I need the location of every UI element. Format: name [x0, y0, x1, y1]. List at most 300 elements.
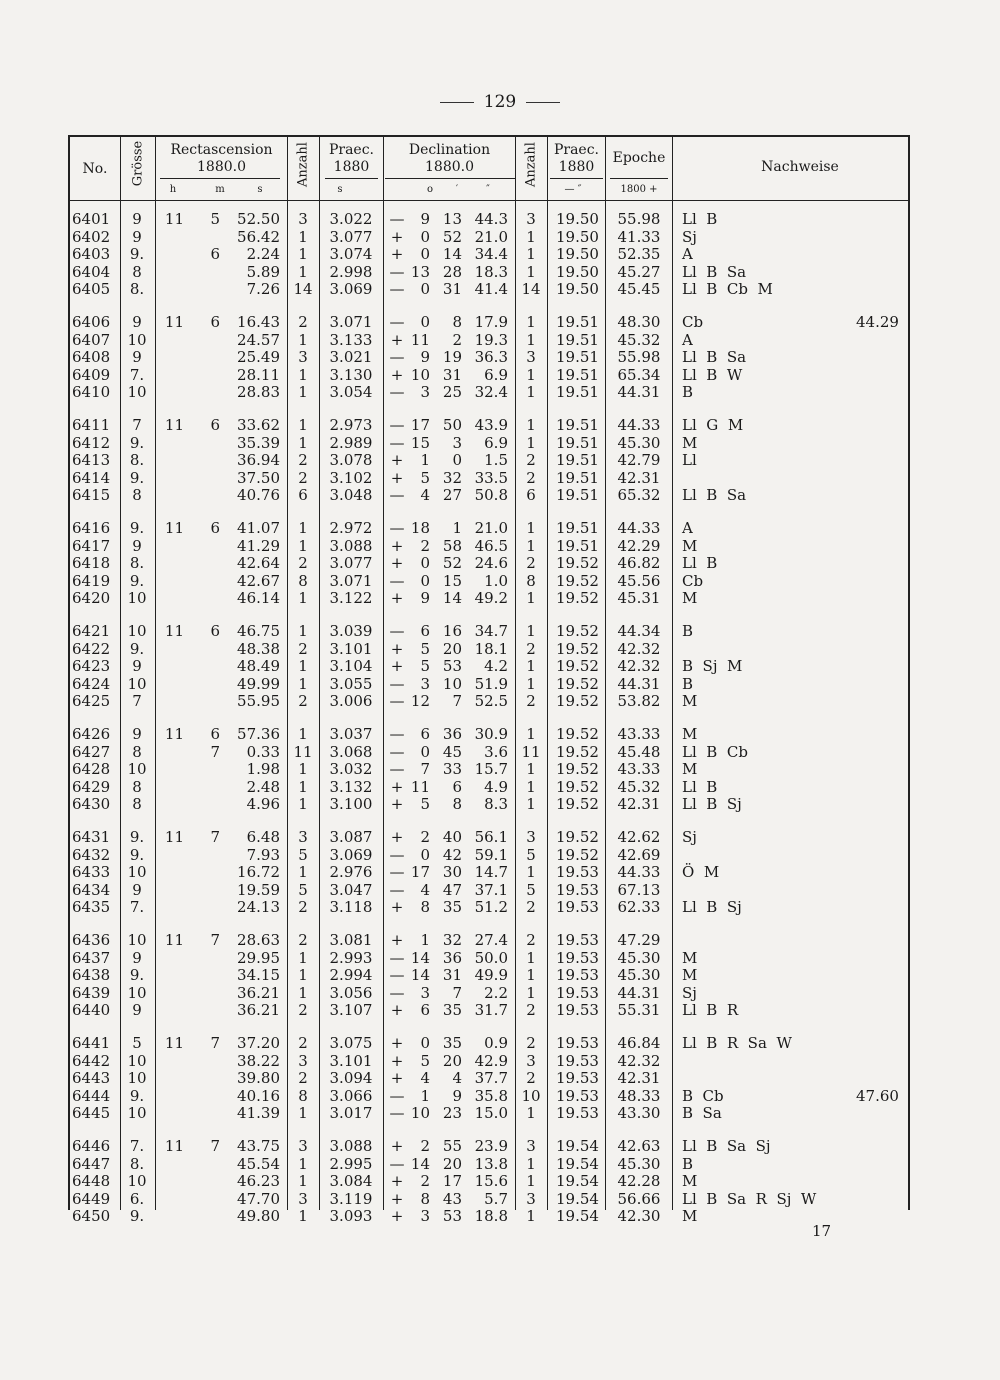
cell-decl-deg: 11	[410, 330, 430, 349]
header-ra-title: Rectascension	[170, 142, 273, 158]
cell-groesse: 8	[132, 795, 142, 814]
cell-decl-min: 3	[452, 433, 462, 452]
cell-anzahl-2: 1	[526, 245, 536, 264]
cell-ra-s: 40.16	[237, 1086, 280, 1105]
cell-decl-deg: 2	[420, 828, 430, 846]
cell-decl-sign: +	[390, 1172, 404, 1191]
cell-anzahl-2: 3	[526, 1051, 536, 1070]
cell-anzahl-2: 3	[526, 828, 536, 846]
cell-no: 6401	[72, 210, 111, 228]
cell-ra-s: 37.20	[237, 1034, 280, 1052]
cell-no: 6409	[72, 365, 111, 384]
cell-nachweise: Ö M	[682, 863, 720, 882]
cell-ra-s: 28.83	[237, 383, 280, 402]
cell-praec-dec: 19.51	[556, 486, 599, 505]
cell-decl-sign: —	[389, 674, 405, 693]
cell-ra-h: 11	[164, 210, 184, 228]
cell-decl-sec: 31.7	[474, 1001, 508, 1020]
cell-ra-s: 55.95	[237, 692, 280, 711]
cell-anzahl: 2	[298, 1001, 308, 1020]
cell-decl-deg: 8	[420, 898, 430, 917]
page-number-text: 129	[483, 92, 517, 112]
cell-praec-dec: 19.51	[556, 416, 599, 434]
cell-ra-s: 1.98	[246, 760, 280, 779]
cell-no: 6440	[72, 1001, 111, 1020]
col-rule-4	[319, 135, 320, 1210]
cell-anzahl: 1	[298, 983, 308, 1002]
cell-decl-sec: 34.7	[474, 622, 508, 640]
cell-no: 6442	[72, 1051, 111, 1070]
cell-ra-s: 2.24	[246, 245, 280, 264]
cell-decl-sec: 49.9	[474, 966, 508, 985]
cell-ra-s: 41.39	[237, 1104, 280, 1123]
cell-anzahl: 1	[298, 589, 308, 608]
cell-ra-m: 6	[210, 313, 220, 331]
cell-praec-ra: 3.107	[329, 1001, 373, 1020]
cell-no: 6433	[72, 863, 111, 882]
cell-praec-ra: 3.068	[329, 742, 373, 761]
cell-ra-s: 48.38	[237, 639, 280, 658]
cell-epoche: 46.84	[617, 1034, 661, 1052]
cell-decl-sign: —	[389, 845, 405, 864]
cell-praec-dec: 19.53	[556, 983, 599, 1002]
cell-decl-sec: 15.6	[474, 1172, 508, 1191]
cell-ra-s: 16.72	[237, 863, 280, 882]
cell-groesse: 8	[132, 742, 142, 761]
cell-groesse: 10	[127, 622, 147, 640]
cell-praec-dec: 19.52	[556, 657, 599, 676]
cell-ra-s: 7.26	[246, 280, 280, 299]
cell-decl-deg: 15	[410, 433, 430, 452]
cell-decl-min: 9	[452, 1086, 462, 1105]
cell-no: 6436	[72, 931, 111, 949]
cell-groesse: 10	[127, 1172, 147, 1191]
header-ra-unit-h: h	[169, 184, 177, 195]
cell-nachweise: Sj	[682, 828, 697, 846]
cell-praec-ra: 2.994	[329, 966, 373, 985]
cell-epoche: 42.63	[617, 1137, 661, 1155]
cell-anzahl-2: 1	[526, 966, 536, 985]
cell-epoche: 45.32	[617, 330, 661, 349]
cell-epoche: 42.28	[617, 1172, 661, 1191]
cell-decl-min: 36	[442, 948, 462, 967]
cell-decl-min: 35	[442, 1034, 462, 1052]
cell-epoche: 48.33	[617, 1086, 661, 1105]
cell-ra-s: 5.89	[246, 262, 280, 281]
cell-decl-sec: 37.1	[474, 880, 508, 899]
cell-praec-dec: 19.51	[556, 383, 599, 402]
cell-praec-dec: 19.50	[556, 262, 599, 281]
cell-praec-ra: 3.130	[329, 365, 373, 384]
cell-anzahl: 2	[298, 639, 308, 658]
cell-anzahl-2: 14	[521, 280, 541, 299]
cell-groesse: 7	[132, 692, 142, 711]
cell-ra-s: 41.07	[237, 519, 280, 537]
cell-ra-s: 37.50	[237, 468, 280, 487]
cell-decl-min: 6	[452, 777, 462, 796]
cell-decl-sec: 33.5	[474, 468, 508, 487]
cell-decl-sign: +	[390, 554, 404, 573]
cell-decl-sec: 51.9	[474, 674, 508, 693]
cell-decl-deg: 9	[420, 589, 430, 608]
cell-groesse: 10	[127, 1069, 147, 1088]
cell-groesse: 9	[132, 210, 142, 228]
cell-nachweise: Ll B Sa	[682, 348, 747, 367]
cell-no: 6422	[72, 639, 111, 658]
table-top-rule	[68, 135, 910, 137]
cell-groesse: 9.	[129, 433, 145, 452]
cell-nachweise: M	[682, 692, 698, 711]
cell-anzahl-2: 1	[526, 313, 536, 331]
cell-groesse: 9.	[129, 1207, 145, 1226]
cell-praec-dec: 19.53	[556, 1051, 599, 1070]
cell-anzahl-2: 1	[526, 657, 536, 676]
cell-anzahl: 2	[298, 554, 308, 573]
cell-decl-sign: +	[390, 898, 404, 917]
cell-decl-sign: +	[390, 795, 404, 814]
cell-epoche: 42.31	[617, 1069, 661, 1088]
cell-praec-ra: 3.088	[329, 1137, 373, 1155]
cell-no: 6425	[72, 692, 111, 711]
cell-epoche: 47.29	[617, 931, 661, 949]
cell-anzahl-2: 2	[526, 1001, 536, 1020]
cell-decl-deg: 10	[410, 365, 430, 384]
cell-anzahl-2: 1	[526, 536, 536, 555]
cell-praec-ra: 3.037	[329, 725, 373, 743]
cell-praec-ra: 3.066	[329, 1086, 373, 1105]
cell-nachweise: Ll B Cb M	[682, 280, 773, 299]
cell-nachweise: Sj	[682, 983, 697, 1002]
cell-epoche: 52.35	[617, 245, 661, 264]
cell-praec-dec: 19.53	[556, 1034, 599, 1052]
cell-decl-sec: 36.3	[474, 348, 508, 367]
cell-decl-min: 16	[442, 622, 462, 640]
cell-anzahl-2: 1	[526, 674, 536, 693]
cell-decl-sign: —	[389, 692, 405, 711]
cell-decl-deg: 14	[410, 966, 430, 985]
cell-no: 6432	[72, 845, 111, 864]
cell-epoche: 45.27	[617, 262, 661, 281]
cell-decl-deg: 0	[420, 245, 430, 264]
cell-groesse: 8.	[129, 554, 145, 573]
cell-praec-dec: 19.51	[556, 468, 599, 487]
cell-epoche: 65.34	[617, 365, 661, 384]
cell-epoche: 42.32	[617, 639, 661, 658]
cell-decl-deg: 8	[420, 1189, 430, 1208]
cell-decl-deg: 18	[410, 519, 430, 537]
cell-ra-s: 35.39	[237, 433, 280, 452]
cell-no: 6445	[72, 1104, 111, 1123]
cell-ra-s: 46.23	[237, 1172, 280, 1191]
cell-groesse: 9	[132, 227, 142, 246]
cell-praec-ra: 3.017	[329, 1104, 373, 1123]
cell-decl-deg: 2	[420, 1172, 430, 1191]
cell-anzahl-2: 1	[526, 863, 536, 882]
header-anzahl-2: Anzahl	[523, 142, 539, 187]
cell-praec-ra: 3.022	[329, 210, 373, 228]
cell-no: 6438	[72, 966, 111, 985]
cell-groesse: 9.	[129, 519, 145, 537]
cell-decl-deg: 17	[410, 416, 430, 434]
cell-decl-min: 55	[442, 1137, 462, 1155]
cell-nachweise: Ll B Sj	[682, 795, 742, 814]
cell-nachweise: B	[682, 674, 694, 693]
cell-no: 6435	[72, 898, 111, 917]
cell-praec-dec: 19.52	[556, 571, 599, 590]
cell-nachweise: M	[682, 948, 698, 967]
cell-decl-min: 43	[442, 1189, 462, 1208]
cell-no: 6406	[72, 313, 111, 331]
cell-anzahl: 11	[293, 742, 313, 761]
cell-epoche: 43.33	[617, 725, 661, 743]
header-praec-ra-unit: s	[337, 184, 343, 195]
cell-decl-sign: +	[390, 468, 404, 487]
cell-decl-sign: —	[389, 863, 405, 882]
cell-groesse: 8.	[129, 451, 145, 470]
cell-decl-sec: 59.1	[474, 845, 508, 864]
cell-epoche: 45.30	[617, 948, 661, 967]
cell-anzahl-2: 1	[526, 262, 536, 281]
cell-nachweise: B Sa	[682, 1104, 722, 1123]
cell-groesse: 9.	[129, 245, 145, 264]
cell-praec-dec: 19.53	[556, 966, 599, 985]
cell-epoche: 42.29	[617, 536, 661, 555]
cell-praec-ra: 3.093	[329, 1207, 373, 1226]
cell-anzahl-2: 2	[526, 639, 536, 658]
cell-anzahl: 1	[298, 1104, 308, 1123]
cell-no: 6426	[72, 725, 111, 743]
cell-praec-dec: 19.51	[556, 433, 599, 452]
cell-anzahl-2: 2	[526, 554, 536, 573]
cell-anzahl-2: 1	[526, 1154, 536, 1173]
cell-anzahl-2: 3	[526, 348, 536, 367]
col-rule-5	[383, 135, 384, 1210]
cell-ra-h: 11	[164, 828, 184, 846]
cell-anzahl: 1	[298, 760, 308, 779]
cell-decl-sign: +	[390, 1207, 404, 1226]
decl-sub-rule	[385, 178, 515, 179]
header-bottom-rule	[68, 200, 910, 201]
cell-no: 6419	[72, 571, 111, 590]
cell-ra-s: 19.59	[237, 880, 280, 899]
ra-sub-rule	[160, 178, 280, 179]
cell-anzahl-2: 1	[526, 383, 536, 402]
cell-decl-sign: +	[390, 245, 404, 264]
cell-no: 6410	[72, 383, 111, 402]
cell-groesse: 8.	[129, 280, 145, 299]
cell-decl-min: 7	[452, 692, 462, 711]
cell-anzahl-2: 1	[526, 795, 536, 814]
cell-decl-sign: +	[390, 1001, 404, 1020]
cell-ra-s: 48.49	[237, 657, 280, 676]
cell-anzahl: 3	[298, 1189, 308, 1208]
cell-nachweise: Ll B Sa Sj	[682, 1137, 771, 1155]
cell-ra-s: 49.99	[237, 674, 280, 693]
cell-nachweise: M	[682, 589, 698, 608]
cell-praec-dec: 19.52	[556, 692, 599, 711]
cell-ra-s: 36.94	[237, 451, 280, 470]
cell-nachweise: B	[682, 1154, 694, 1173]
cell-anzahl: 5	[298, 845, 308, 864]
cell-anzahl-2: 8	[526, 571, 536, 590]
header-decl-unit-deg: o	[426, 184, 434, 195]
cell-praec-dec: 19.51	[556, 313, 599, 331]
cell-praec-dec: 19.54	[556, 1172, 599, 1191]
cell-anzahl-2: 2	[526, 931, 536, 949]
cell-groesse: 9.	[129, 468, 145, 487]
cell-anzahl: 3	[298, 1137, 308, 1155]
cell-praec-ra: 2.973	[329, 416, 373, 434]
cell-ra-s: 38.22	[237, 1051, 280, 1070]
cell-praec-dec: 19.54	[556, 1189, 599, 1208]
cell-epoche: 42.31	[617, 795, 661, 814]
cell-anzahl: 3	[298, 348, 308, 367]
cell-decl-deg: 12	[410, 692, 430, 711]
cell-decl-min: 8	[452, 313, 462, 331]
cell-anzahl-2: 2	[526, 451, 536, 470]
cell-no: 6427	[72, 742, 111, 761]
cell-ra-h: 11	[164, 1034, 184, 1052]
cell-decl-sign: —	[389, 433, 405, 452]
cell-decl-min: 50	[442, 416, 462, 434]
cell-decl-sign: —	[389, 948, 405, 967]
cell-epoche: 44.33	[617, 863, 661, 882]
cell-groesse: 10	[127, 863, 147, 882]
cell-nachweise: Ll B W	[682, 365, 743, 384]
cell-anzahl-2: 6	[526, 486, 536, 505]
cell-epoche: 45.30	[617, 1154, 661, 1173]
cell-decl-sign: +	[390, 639, 404, 658]
cell-nachweise: Ll B R Sa W	[682, 1034, 792, 1052]
epoche-sub-rule	[610, 178, 668, 179]
cell-no: 6414	[72, 468, 111, 487]
cell-praec-dec: 19.50	[556, 280, 599, 299]
cell-nachweise: M	[682, 1172, 698, 1191]
cell-praec-dec: 19.52	[556, 828, 599, 846]
header-epoche: Epoche	[612, 150, 666, 166]
cell-decl-sign: +	[390, 1051, 404, 1070]
cell-anzahl: 1	[298, 245, 308, 264]
cell-epoche: 44.31	[617, 983, 661, 1002]
cell-anzahl-2: 5	[526, 845, 536, 864]
cell-decl-deg: 5	[420, 795, 430, 814]
cell-praec-dec: 19.52	[556, 795, 599, 814]
cell-praec-dec: 19.50	[556, 210, 599, 228]
cell-decl-min: 4	[452, 1069, 462, 1088]
cell-decl-deg: 0	[420, 571, 430, 590]
cell-decl-sign: —	[389, 1154, 405, 1173]
col-rule-7	[547, 135, 548, 1210]
cell-praec-dec: 19.54	[556, 1137, 599, 1155]
header-ra-epoch: 1880.0	[197, 159, 246, 175]
cell-decl-min: 20	[442, 1051, 462, 1070]
cell-decl-deg: 5	[420, 639, 430, 658]
cell-decl-min: 42	[442, 845, 462, 864]
cell-decl-deg: 9	[420, 348, 430, 367]
cell-groesse: 10	[127, 589, 147, 608]
cell-praec-dec: 19.53	[556, 931, 599, 949]
cell-anzahl: 14	[293, 280, 313, 299]
cell-epoche: 45.30	[617, 966, 661, 985]
cell-anzahl: 1	[298, 227, 308, 246]
cell-nachweise: Sj	[682, 227, 697, 246]
cell-anzahl-2: 1	[526, 725, 536, 743]
header-praec-ra: Praec.	[328, 142, 375, 158]
cell-ra-m: 5	[210, 210, 220, 228]
cell-praec-dec: 19.53	[556, 1086, 599, 1105]
cell-anzahl-2: 10	[521, 1086, 541, 1105]
cell-anzahl-2: 1	[526, 416, 536, 434]
cell-no: 6418	[72, 554, 111, 573]
cell-decl-sec: 44.3	[474, 210, 508, 228]
cell-no: 6403	[72, 245, 111, 264]
cell-decl-sec: 42.9	[474, 1051, 508, 1070]
cell-groesse: 7	[132, 416, 142, 434]
cell-praec-dec: 19.53	[556, 1069, 599, 1088]
cell-decl-sign: +	[390, 1034, 404, 1052]
cell-epoche: 55.98	[617, 348, 661, 367]
cell-praec-ra: 3.069	[329, 280, 373, 299]
cell-anzahl-2: 2	[526, 898, 536, 917]
cell-no: 6420	[72, 589, 111, 608]
cell-anzahl: 8	[298, 1086, 308, 1105]
cell-praec-ra: 2.972	[329, 519, 373, 537]
cell-praec-dec: 19.53	[556, 898, 599, 917]
cell-anzahl: 2	[298, 468, 308, 487]
cell-decl-deg: 14	[410, 948, 430, 967]
cell-praec-dec: 19.51	[556, 365, 599, 384]
header-praec-ra-epoch: 1880	[333, 159, 370, 175]
cell-praec-dec: 19.52	[556, 639, 599, 658]
cell-epoche: 41.33	[617, 227, 661, 246]
header-decl-unit-sec: ″	[486, 184, 490, 195]
cell-decl-deg: 2	[420, 536, 430, 555]
cell-decl-deg: 6	[420, 1001, 430, 1020]
cell-praec-ra: 2.998	[329, 262, 373, 281]
cell-praec-dec: 19.53	[556, 863, 599, 882]
cell-groesse: 7.	[129, 365, 145, 384]
cell-praec-ra: 3.102	[329, 468, 373, 487]
cell-groesse: 9.	[129, 845, 145, 864]
cell-ra-s: 49.80	[237, 1207, 280, 1226]
cell-anzahl: 1	[298, 1154, 308, 1173]
cell-no: 6413	[72, 451, 111, 470]
cell-praec-dec: 19.53	[556, 880, 599, 899]
cell-decl-sec: 2.2	[484, 983, 508, 1002]
cell-decl-sec: 13.8	[474, 1154, 508, 1173]
cell-anzahl-2: 1	[526, 948, 536, 967]
cell-nachweise: A	[682, 519, 693, 537]
cell-ra-s: 34.15	[237, 966, 280, 985]
cell-decl-sign: —	[389, 742, 405, 761]
cell-decl-sec: 41.4	[474, 280, 508, 299]
cell-nachweise: Ll B Sa	[682, 486, 747, 505]
cell-groesse: 10	[127, 1104, 147, 1123]
cell-decl-deg: 0	[420, 227, 430, 246]
cell-decl-sec: 15.7	[474, 760, 508, 779]
cell-no: 6448	[72, 1172, 111, 1191]
cell-anzahl: 2	[298, 692, 308, 711]
cell-epoche: 45.56	[617, 571, 661, 590]
cell-no: 6405	[72, 280, 111, 299]
cell-decl-min: 53	[442, 657, 462, 676]
cell-nachweise: Ll B R	[682, 1001, 739, 1020]
cell-no: 6423	[72, 657, 111, 676]
cell-nachweise: B	[682, 383, 694, 402]
cell-epoche: 42.62	[617, 828, 661, 846]
cell-anzahl: 1	[298, 948, 308, 967]
cell-decl-sec: 6.9	[484, 433, 508, 452]
